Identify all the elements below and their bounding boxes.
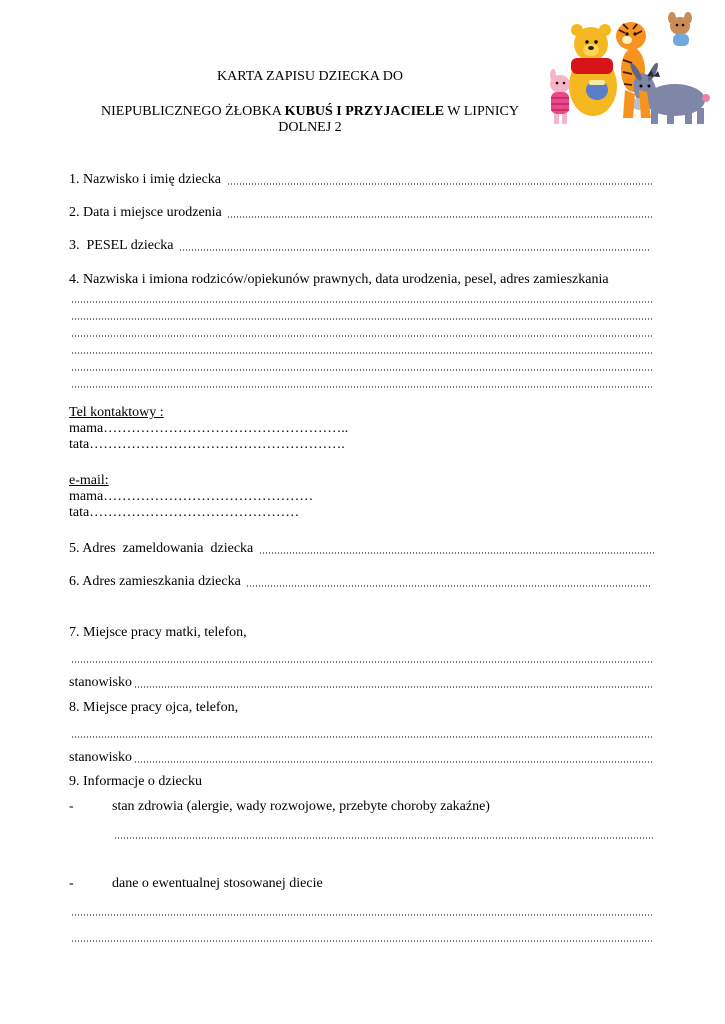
- email-section-label: e-mail:: [69, 473, 109, 488]
- diet-line-2[interactable]: [69, 929, 654, 945]
- bullet: -: [69, 799, 74, 814]
- field-father-position[interactable]: [69, 750, 654, 766]
- parents-line-5[interactable]: [69, 358, 654, 374]
- pooh-figure: [569, 24, 617, 116]
- field-father-work-label: 8. Miejsce pracy ojca, telefon,: [69, 700, 239, 715]
- field-mother-position[interactable]: [69, 675, 654, 691]
- winnie-the-pooh-friends-illustration: [543, 12, 713, 130]
- roo-figure: [668, 12, 692, 46]
- mother-work-line[interactable]: [69, 650, 654, 666]
- form-title-line3: DOLNEJ 2: [278, 120, 342, 135]
- form-title-line1: KARTA ZAPISU DZIECKA DO: [217, 69, 403, 84]
- field-pesel[interactable]: [69, 238, 649, 254]
- fill-line: [71, 335, 654, 337]
- phone-mother-field[interactable]: mama……………………………………………..: [69, 421, 349, 436]
- field-child-info-label: 9. Informacje o dziecku: [69, 774, 202, 789]
- field-registered-address[interactable]: [69, 541, 654, 557]
- fill-line: [134, 686, 654, 688]
- fill-line: [71, 318, 654, 320]
- fill-line: [227, 216, 654, 218]
- parents-line-3[interactable]: [69, 324, 654, 340]
- email-mother-field[interactable]: mama………………………………………: [69, 489, 314, 504]
- father-position-label: stanowisko: [69, 750, 132, 765]
- fill-line: [259, 552, 654, 554]
- fill-line: [71, 301, 654, 303]
- title-suffix: W LIPNICY: [444, 104, 519, 119]
- title-prefix: NIEPUBLICZNEGO ŻŁOBKA: [101, 104, 285, 119]
- title-nursery-name: KUBUŚ I PRZYJACIELE: [284, 104, 445, 119]
- field-pesel-label: 3. PESEL dziecka: [69, 238, 177, 253]
- field-child-name[interactable]: [69, 172, 654, 188]
- parents-line-4[interactable]: [69, 341, 654, 357]
- mother-position-label: stanowisko: [69, 675, 132, 690]
- phone-section-label: Tel kontaktowy :: [69, 405, 164, 420]
- health-status-line[interactable]: [112, 826, 654, 842]
- field-living-address-label: 6. Adres zamieszkania dziecka: [69, 574, 245, 589]
- field-parents-label: 4. Nazwiska i imiona rodziców/opiekunów prawnych, data urodzenia, pesel, adres zamieszkania: [69, 272, 609, 287]
- fill-line: [179, 249, 649, 251]
- parents-line-1[interactable]: [69, 290, 654, 306]
- father-work-line[interactable]: [69, 725, 654, 741]
- fill-line: [71, 940, 654, 942]
- email-father-field[interactable]: tata………………………………………: [69, 505, 300, 520]
- fill-line: [71, 736, 654, 738]
- parents-line-6[interactable]: [69, 375, 654, 391]
- fill-line: [71, 661, 654, 663]
- field-mother-work-label: 7. Miejsce pracy matki, telefon,: [69, 625, 247, 640]
- fill-line: [134, 761, 654, 763]
- diet-line-1[interactable]: [69, 903, 654, 919]
- form-title-line2: [60, 104, 560, 120]
- fill-line: [71, 369, 654, 371]
- bullet: -: [69, 876, 74, 891]
- parents-line-2[interactable]: [69, 307, 654, 323]
- fill-line: [227, 183, 654, 185]
- fill-line: [246, 585, 651, 587]
- field-child-name-label: 1. Nazwisko i imię dziecka: [69, 172, 225, 187]
- field-birth-date-place[interactable]: [69, 205, 654, 221]
- fill-line: [71, 386, 654, 388]
- health-status-label: stan zdrowia (alergie, wady rozwojowe, przebyte choroby zakaźne): [112, 799, 490, 814]
- fill-line: [114, 837, 654, 839]
- fill-line: [71, 352, 654, 354]
- field-registered-address-label: 5. Adres zameldowania dziecka: [69, 541, 257, 556]
- diet-label: dane o ewentualnej stosowanej diecie: [112, 876, 323, 891]
- phone-father-field[interactable]: tata……………………………………………….: [69, 437, 345, 452]
- field-living-address[interactable]: [69, 574, 651, 590]
- field-birth-label: 2. Data i miejsce urodzenia: [69, 205, 226, 220]
- fill-line: [71, 914, 654, 916]
